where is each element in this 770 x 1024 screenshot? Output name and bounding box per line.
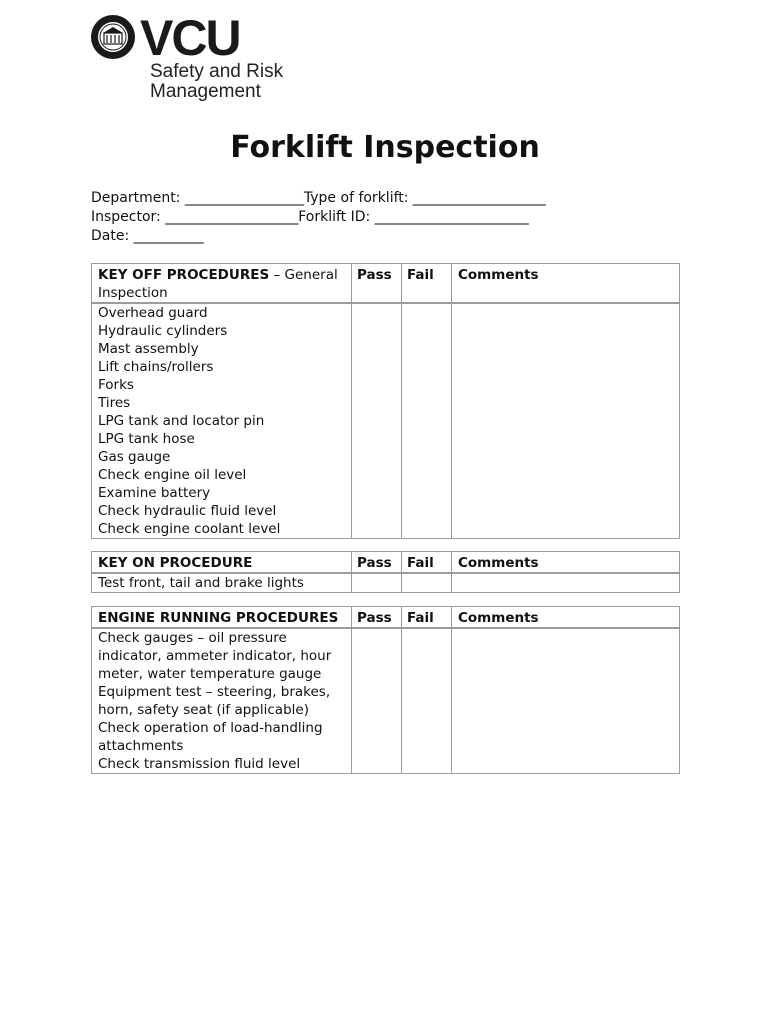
section-heading: KEY OFF PROCEDURES – General Inspection <box>92 264 352 304</box>
fail-cell[interactable] <box>402 628 452 774</box>
inspection-items-cell <box>92 573 352 593</box>
inspection-item: Hydraulic cylinders <box>98 323 228 339</box>
inspection-item: LPG tank hose <box>98 431 195 447</box>
comments-column-header: Comments <box>452 264 680 304</box>
comments-column-header: Comments <box>452 607 680 629</box>
inspection-item: Test front, tail and brake lights <box>98 575 304 591</box>
comments-cell[interactable] <box>452 628 680 774</box>
fail-cell[interactable] <box>402 303 452 539</box>
pass-cell[interactable] <box>352 303 402 539</box>
date-label: Date: <box>91 228 134 244</box>
table-row <box>92 573 680 593</box>
pass-column-header: Pass <box>352 552 402 574</box>
inspection-item: Tires <box>98 395 131 411</box>
inspection-item: LPG tank and locator pin <box>98 413 265 429</box>
inspection-item: Examine battery <box>98 485 211 501</box>
table-header-row <box>92 264 680 304</box>
inspection-item: Lift chains/rollers <box>98 359 214 375</box>
fail-column-header: Fail <box>402 552 452 574</box>
section-heading: KEY ON PROCEDURE <box>92 552 352 574</box>
logo-wordmark: VCU <box>140 10 240 66</box>
department-field[interactable]: _________________ <box>184 190 304 206</box>
fail-column-header: Fail <box>402 607 452 629</box>
type-of-forklift-field[interactable]: ___________________ <box>412 190 546 206</box>
table-header-row <box>92 607 680 629</box>
forklift-id-label: Forklift ID: <box>298 209 375 225</box>
inspection-item: Check gauges – oil pressure indicator, ammeter indicator, hour meter, water temperature gauge <box>98 630 332 682</box>
inspection-item: Check hydraulic fluid level <box>98 503 277 519</box>
comments-column-header: Comments <box>452 552 680 574</box>
pass-cell[interactable] <box>352 573 402 593</box>
inspection-item: Overhead guard <box>98 305 208 321</box>
inspection-item: Check engine coolant level <box>98 521 281 537</box>
engine-running-table <box>91 606 680 774</box>
forklift-id-field[interactable]: ______________________ <box>374 209 529 225</box>
comments-cell[interactable] <box>452 573 680 593</box>
inspection-item: Forks <box>98 377 134 393</box>
inspection-item: Mast assembly <box>98 341 199 357</box>
table-row <box>92 628 680 774</box>
header-line-3 <box>91 228 204 244</box>
pass-column-header: Pass <box>352 607 402 629</box>
vcu-logo <box>90 10 290 106</box>
vcu-seal-icon <box>90 14 136 60</box>
inspector-label: Inspector: <box>91 209 166 225</box>
logo-unit-name: Safety and Risk Management <box>150 61 284 102</box>
page-title: Forklift Inspection <box>230 130 540 165</box>
inspection-item: Equipment test – steering, brakes, horn, safety seat (if applicable) <box>98 684 331 718</box>
key-off-table <box>91 263 680 539</box>
date-field[interactable]: __________ <box>133 228 204 244</box>
inspection-item: Check operation of load-handling attachments <box>98 720 323 754</box>
fail-column-header: Fail <box>402 264 452 304</box>
fail-cell[interactable] <box>402 573 452 593</box>
pass-column-header: Pass <box>352 264 402 304</box>
comments-cell[interactable] <box>452 303 680 539</box>
section-heading: ENGINE RUNNING PROCEDURES <box>92 607 352 629</box>
header-line-2 <box>91 209 529 225</box>
inspection-item: Check engine oil level <box>98 467 247 483</box>
department-label: Department: <box>91 190 185 206</box>
table-header-row <box>92 552 680 574</box>
pass-cell[interactable] <box>352 628 402 774</box>
header-line-1 <box>91 190 546 206</box>
key-on-table <box>91 551 680 593</box>
table-row <box>92 303 680 539</box>
inspection-items-cell <box>92 628 352 774</box>
type-of-forklift-label: Type of forklift: <box>303 190 413 206</box>
inspector-field[interactable]: ___________________ <box>165 209 299 225</box>
inspection-item: Check transmission fluid level <box>98 756 301 772</box>
inspection-item: Gas gauge <box>98 449 171 465</box>
inspection-items-cell <box>92 303 352 539</box>
